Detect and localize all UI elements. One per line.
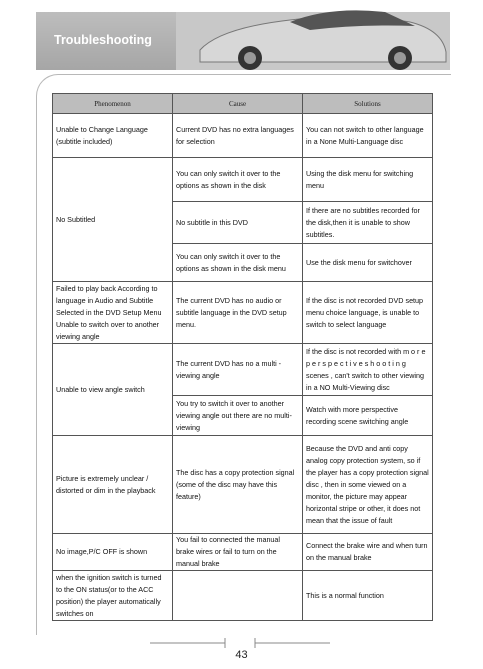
page-footer-ornament [150,637,330,649]
table-cell: You fail to connected the manual brake wires or fail to turn on the manual brake [173,534,303,571]
table-cell: You can only switch it over to the options as shown in the disk menu [173,244,303,282]
table-cell: Unable to view angle switch [53,344,173,436]
troubleshooting-table [52,93,433,621]
table-cell: If the disc is not recorded DVD setup menu choice language, is unable to switch to select language [303,282,433,344]
table-cell: The disc has a copy protection signal (some of the disc may have this feature) [173,436,303,534]
table-cell: This is a normal function [303,571,433,621]
column-header-cause: Cause [173,94,303,114]
table-cell: Watch with more perspective recording scene switching angle [303,396,433,436]
table-cell: Failed to play back According to language in Audio and Subtitle Selected in the DVD Setup Menu Unable to switch over to another viewing angle [53,282,173,344]
table-cell: Using the disk menu for switching menu [303,158,433,202]
table-cell: You can only switch it over to the options as shown in the disk [173,158,303,202]
table-cell [173,571,303,621]
table-cell: Picture is extremely unclear / distorted or dim in the playback [53,436,173,534]
page-number: 43 [235,649,248,661]
table-cell: when the ignition switch is turned to the ON status(or to the ACC position) the player automatically switches on [53,571,173,621]
table-cell: Because the DVD and anti copy analog copy protection system, so if the player has a copy protection signal disc , then in some viewed on a monitor, the picture may appear horizontal stripe or other, it does not mean that the issue of fault [303,436,433,534]
table-cell: If the disc is not recorded with m o r e p e r s p e c t i v e s h o o t i n g scenes , can't switch to other viewing in a NO Multi-Viewing disc [303,344,433,396]
table-cell: Current DVD has no extra languages for selection [173,114,303,158]
column-header-solutions: Solutions [303,94,433,114]
table-cell: The current DVD has no audio or subtitle language in the DVD setup menu. [173,282,303,344]
table-cell: You try to switch it over to another viewing angle out there are no multi-viewing [173,396,303,436]
table-cell: Use the disk menu for switchover [303,244,433,282]
column-header-phenomenon: Phenomenon [53,94,173,114]
table-cell: No image,P/C OFF is shown [53,534,173,571]
table-cell: Unable to Change Language (subtitle included) [53,114,173,158]
table-cell: No Subtitled [53,158,173,282]
car-image [180,0,448,72]
table-cell: The current DVD has no a multi -viewing angle [173,344,303,396]
table-cell: Connect the brake wire and when turn on the manual brake [303,534,433,571]
page-title: Troubleshooting [54,33,152,47]
table-cell: No subtitle in this DVD [173,202,303,244]
table-cell: You can not switch to other language in a None Multi-Language disc [303,114,433,158]
table-cell: If there are no subtitles recorded for the disk,then it is unable to show subtitles. [303,202,433,244]
